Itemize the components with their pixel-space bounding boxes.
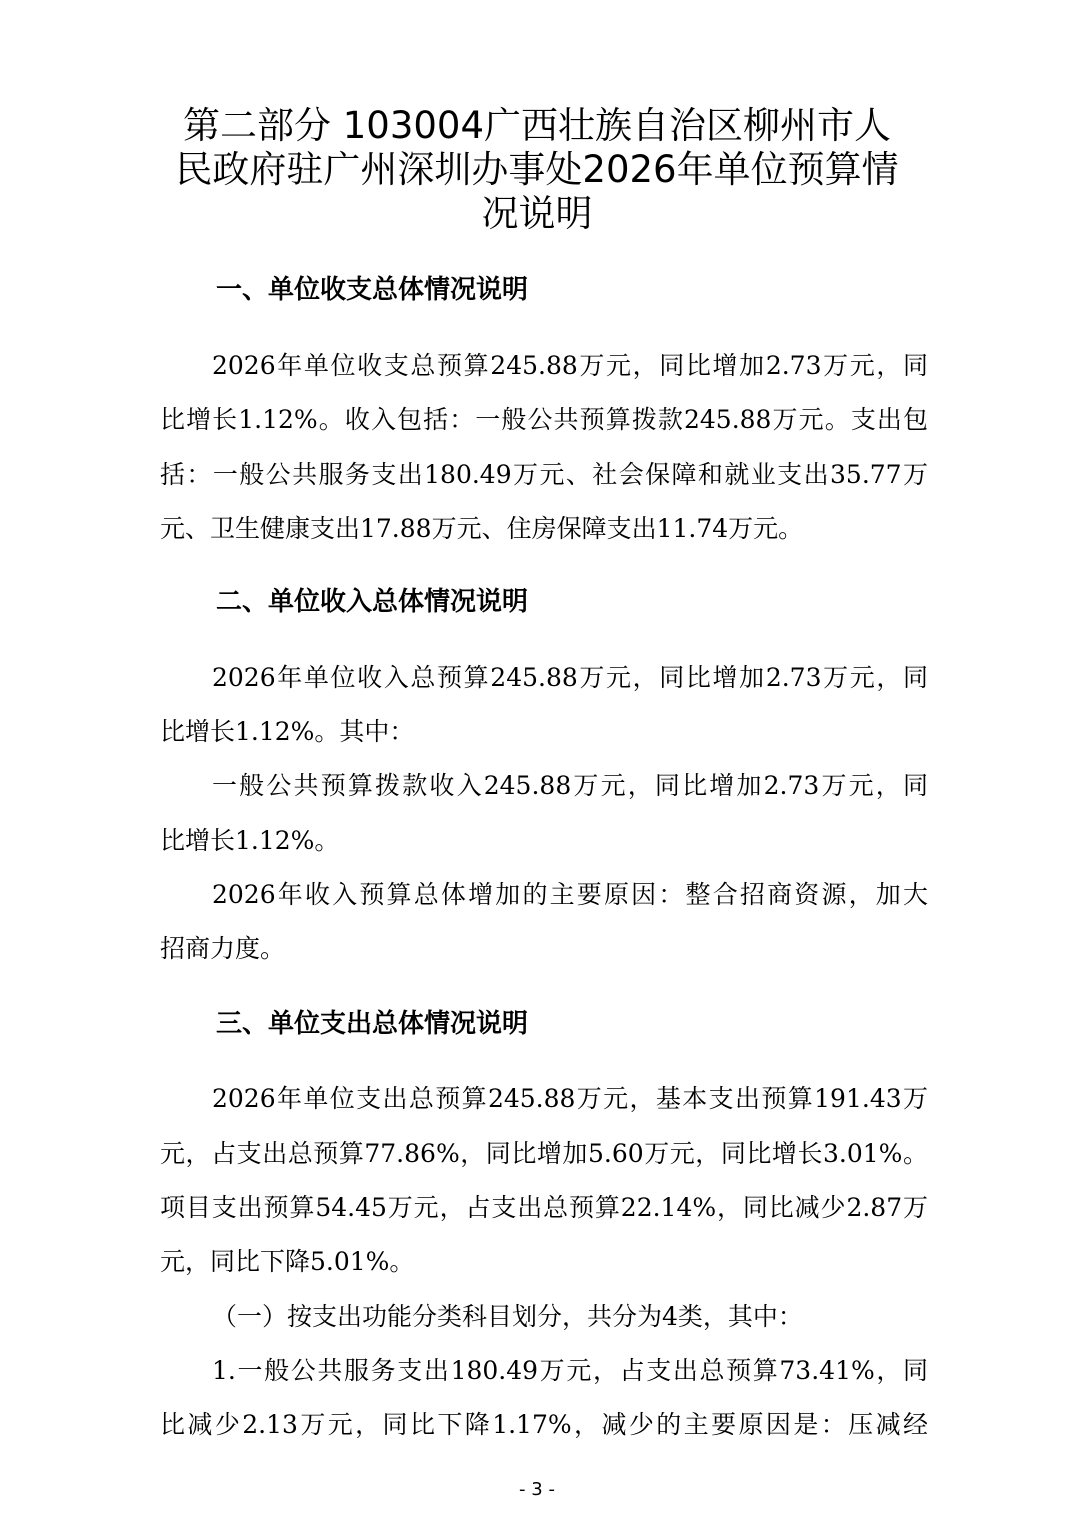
paragraph-line: 招商力度。 (160, 934, 286, 963)
paragraph-line: 比增长1.12%。收入包括：一般公共预算拨款245.88万元。支出包 (160, 405, 928, 434)
paragraph-line: （一）按支出功能分类科目划分，共分为4类，其中： (212, 1302, 803, 1331)
title-line-2: 民政府驻广州深圳办事处2026年单位预算情 (175, 148, 899, 191)
paragraph-line: 括：一般公共服务支出180.49万元、社会保障和就业支出35.77万 (160, 460, 928, 489)
paragraph-line: 元、卫生健康支出17.88万元、住房保障支出11.74万元。 (160, 514, 804, 543)
paragraph-line: 2026年单位支出总预算245.88万元，基本支出预算191.43万 (212, 1084, 928, 1113)
paragraph-line: 项目支出预算54.45万元，占支出总预算22.14%，同比减少2.87万 (160, 1193, 928, 1222)
paragraph-line: 2026年单位收入总预算245.88万元，同比增加2.73万元，同 (212, 663, 928, 692)
paragraph-line: 元，同比下降5.01%。 (160, 1247, 415, 1276)
paragraph-line: 1.一般公共服务支出180.49万元，占支出总预算73.41%，同 (212, 1356, 928, 1385)
paragraph-line: 比减少2.13万元，同比下降1.17%，减少的主要原因是：压减经 (160, 1410, 928, 1439)
paragraph-line: 2026年单位收支总预算245.88万元，同比增加2.73万元，同 (212, 351, 928, 380)
section-2-heading: 二、单位收入总体情况说明 (216, 587, 529, 617)
paragraph-line: 一般公共预算拨款收入245.88万元，同比增加2.73万元，同 (212, 771, 928, 800)
paragraph-line: 比增长1.12%。其中： (160, 717, 415, 746)
page-number: - 3 - (519, 1479, 555, 1500)
section-3-heading: 三、单位支出总体情况说明 (216, 1009, 529, 1039)
paragraph-line: 元，占支出总预算77.86%，同比增加5.60万元，同比增长3.01%。 (160, 1139, 928, 1168)
paragraph-line: 比增长1.12%。 (160, 826, 340, 855)
paragraph-line: 2026年收入预算总体增加的主要原因：整合招商资源，加大 (212, 880, 928, 909)
title-line-3: 况说明 (481, 192, 593, 235)
section-1-heading: 一、单位收支总体情况说明 (216, 275, 529, 305)
document-title (150, 104, 924, 236)
title-line-1: 第二部分 103004广西壮族自治区柳州市人 (182, 104, 891, 147)
